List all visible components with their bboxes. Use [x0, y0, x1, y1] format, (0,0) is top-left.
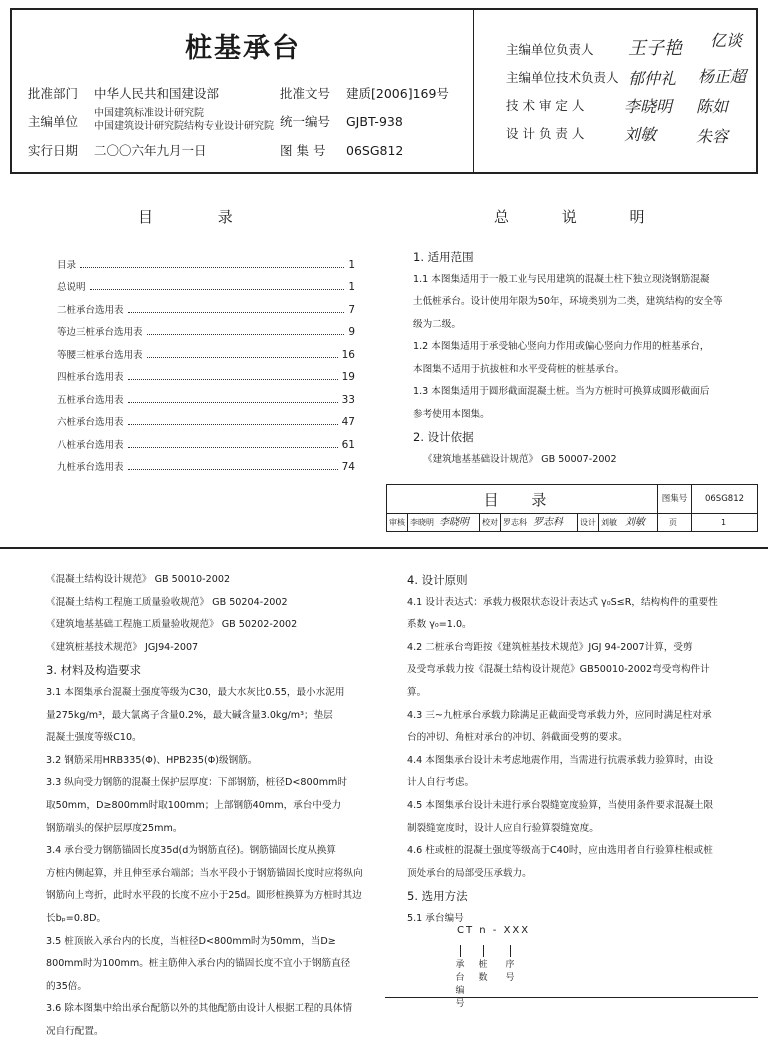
- toc-item[interactable]: 二桩承台选用表 7: [57, 303, 355, 316]
- paragraph-line: 4.3 三~九桩承台承载力除满足正截面受弯承载力外，应同时满足柱对承: [407, 709, 712, 721]
- paragraph-line: 1.2 本图集适用于承受轴心竖向力作用或偏心竖向力作用的桩基承台，: [413, 341, 710, 352]
- atlas-no-value: 06SG812: [346, 143, 404, 158]
- paragraph-line: 3.2 钢筋采用HRB335(Φ)、HPB235(Φ)级钢筋。: [46, 754, 258, 766]
- check-signature: 罗志科: [533, 517, 563, 528]
- toc-item[interactable]: 五桩承台选用表 33: [57, 393, 355, 406]
- paragraph-line: 钢筋端头的保护层厚度25mm。: [46, 822, 183, 834]
- paragraph-line: 方桩内侧起算，并且伸至承台端部；当水平段小于钢筋锚固长度时应将纵向: [46, 867, 363, 879]
- editor-unit-row: [28, 107, 274, 133]
- paragraph-line: 3.5 桩顶嵌入承台内的长度，当桩径D<800mm时为50mm，当D≥: [46, 935, 336, 947]
- paragraph-line: 算。: [407, 686, 427, 698]
- toc-item[interactable]: 等腰三桩承台选用表 16: [57, 348, 355, 361]
- design-name: 刘敏: [601, 518, 617, 527]
- divider-line: [385, 997, 758, 998]
- toc-item[interactable]: 目录 1: [57, 258, 355, 271]
- notes-right-column: [407, 569, 747, 931]
- check-label: 校对: [482, 518, 498, 527]
- section-heading: 4. 设计原则: [407, 573, 468, 587]
- tech-lead-role: 主编单位技术负责人: [506, 70, 619, 85]
- design-signature: 刘敏: [625, 517, 645, 528]
- effective-date-label: 实行日期: [28, 143, 79, 158]
- paragraph-line: 4.6 柱或桩的混凝土强度等级高于C40时，应由选用者自行验算柱根或桩: [407, 845, 713, 857]
- signature-4: 杨正超: [698, 67, 747, 86]
- paragraph-line: 土低桩承台。设计使用年限为50年，环境类别为二类，建筑结构的安全等: [413, 296, 723, 307]
- sheet-title-block: [386, 484, 758, 532]
- approval-dept-value: 中华人民共和国建设部: [94, 86, 220, 101]
- reviewer-role: 技 术 审 定 人: [506, 98, 585, 113]
- paragraph-line: 3.1 本图集承台混凝土强度等级为C30，最大水灰比0.55，最小水泥用: [46, 686, 345, 698]
- toc-item[interactable]: 总说明 1: [57, 281, 355, 293]
- unified-no-label: 统一编号: [280, 114, 331, 129]
- paragraph-line: 参考使用本图集。: [413, 408, 490, 420]
- paragraph-line: 1.1 本图集适用于一般工业与民用建筑的混凝土柱下独立现浇钢筋混凝: [413, 273, 710, 285]
- paragraph-line: 3.4 承台受力钢筋锚固长度35d(d为钢筋直径)。钢筋锚固长度从换算: [46, 845, 337, 857]
- toc-item[interactable]: 等边三桩承台选用表 9: [57, 326, 355, 338]
- review-name: 李晓明: [410, 518, 434, 527]
- paragraph-line: 的35倍。: [46, 980, 87, 992]
- unified-no-row: [280, 112, 403, 130]
- general-notes-title: 总 说 明: [494, 208, 669, 226]
- signature-1: 王子艳: [628, 38, 682, 59]
- title-block-right: [476, 10, 758, 172]
- design-lead-role: 设 计 负 责 人: [506, 126, 585, 141]
- paragraph-line: 《建筑桩基技术规范》 JGJ94-2007: [46, 641, 199, 653]
- paragraph-line: 长bₚ=0.8D。: [46, 912, 107, 924]
- signature-6: 陈如: [696, 97, 729, 116]
- numbering-code: CT n - XXX: [457, 925, 531, 936]
- paragraph-line: 《建筑地基基础工程施工质量验收规范》 GB 50202-2002: [46, 619, 298, 631]
- page-value: 1: [721, 518, 727, 527]
- paragraph-line: 取50mm，D≥800mm时取100mm；上部钢筋40mm，承台中受力: [46, 799, 342, 811]
- check-name: 罗志科: [503, 518, 527, 527]
- sheet-name: 目 录: [483, 491, 561, 509]
- atlas-no-label-cell: 图集号: [657, 485, 691, 514]
- paragraph-line: 《混凝土结构工程施工质量验收规范》 GB 50204-2002: [46, 596, 288, 608]
- toc-item[interactable]: 六桩承台选用表 47: [57, 416, 355, 428]
- signature-7: 刘敏: [624, 125, 657, 144]
- table-of-contents: [57, 248, 355, 473]
- paragraph-line: 4.5 本图集承台设计未进行承台裂缝宽度验算，当使用条件要求混凝土限: [407, 799, 714, 811]
- editor-unit-value: [94, 107, 274, 133]
- toc-item[interactable]: 九桩承台选用表 74: [57, 461, 355, 473]
- section-heading: 5. 选用方法: [407, 889, 468, 904]
- section-heading: 1. 适用范围: [413, 250, 474, 264]
- title-block-left: [12, 10, 474, 172]
- approval-no-row: [280, 84, 449, 102]
- paragraph-line: 5.1 承台编号: [407, 912, 464, 924]
- approval-no-value: 建质[2006]169号: [346, 86, 449, 101]
- editor-unit-label: 主编单位: [28, 114, 79, 129]
- paragraph-line: 及受弯承载力按《混凝土结构设计规范》GB50010-2002弯受弯构件计: [407, 664, 710, 676]
- paragraph-line: 本图集不适用于抗拔桩和水平受荷桩的桩基承台。: [413, 363, 625, 375]
- review-signature: 李晓明: [439, 517, 469, 528]
- paragraph-line: 3.6 除本图集中给出承台配筋以外的其他配筋由设计人根据工程的具体情: [46, 1003, 353, 1015]
- approval-no-label: 批准文号: [280, 86, 331, 101]
- atlas-no-value-cell: 06SG812: [691, 485, 757, 514]
- toc-item[interactable]: 四桩承台选用表 19: [57, 371, 355, 383]
- signature-8: 朱容: [696, 127, 729, 146]
- page-label: 页: [669, 518, 677, 527]
- sign-off-row: [387, 514, 757, 531]
- paragraph-line: 级为二级。: [413, 318, 461, 330]
- atlas-no-row: [280, 141, 403, 159]
- paragraph-line: 4.2 二桩承台弯距按《建筑桩基技术规范》JGJ 94-2007计算，受剪: [407, 641, 693, 653]
- contents-title: 目 录: [138, 208, 263, 226]
- paragraph-line: 《建筑地基基础设计规范》 GB 50007-2002: [423, 453, 617, 465]
- paragraph-line: 4.1 设计表达式：承载力极限状态设计表达式 γ₀S≤R，结构构件的重要性: [407, 596, 718, 608]
- approval-dept-label: 批准部门: [28, 86, 79, 101]
- paragraph-line: 制裂缝宽度时，设计人应自行验算裂缝宽度。: [407, 822, 599, 834]
- editor-unit-line-1: 中国建筑标准设计研究院: [94, 108, 204, 119]
- signature-2: 亿谈: [710, 31, 743, 50]
- notes-left-column: [46, 569, 386, 1043]
- approval-dept-row: [28, 84, 219, 102]
- editor-unit-line-2: 中国建筑设计研究院结构专业设计研究院: [94, 121, 274, 132]
- section-heading: 3. 材料及构造要求: [46, 663, 142, 678]
- effective-date-value: 二〇〇六年九月一日: [94, 143, 207, 158]
- paragraph-line: 1.3 本图集适用于圆形截面混凝土桩。当为方桩时可换算成圆形截面后: [413, 386, 710, 397]
- signature-3: 郁仲礼: [628, 69, 677, 88]
- unified-no-value: GJBT-938: [346, 114, 403, 129]
- paragraph-line: 钢筋向上弯折，此时水平段的长度不应小于25d。圆形桩换算为方桩时其边: [46, 890, 362, 902]
- title-block: [10, 8, 758, 174]
- paragraph-line: 台的冲切、角桩对承台的冲切、斜截面受剪的要求。: [407, 732, 628, 744]
- general-notes-body: [413, 246, 753, 471]
- effective-date-row: [28, 141, 207, 159]
- review-label: 审核: [389, 518, 405, 527]
- chief-editor-role: 主编单位负责人: [506, 42, 594, 57]
- paragraph-line: 况自行配置。: [46, 1025, 104, 1037]
- paragraph-line: 《混凝土结构设计规范》 GB 50010-2002: [46, 574, 231, 585]
- paragraph-line: 顶处承台的局部受压承载力。: [407, 867, 532, 879]
- label-pile-count: 桩数: [478, 960, 488, 983]
- design-label: 设计: [580, 518, 596, 527]
- atlas-title: 桩基承台: [185, 33, 301, 64]
- sheet-page-2: [0, 547, 768, 1037]
- paragraph-line: 800mm时为100mm。桩主筋伸入承台内的锚固长度不宜小于钢筋直径: [46, 958, 351, 970]
- paragraph-line: 4.4 本图集承台设计未考虑地震作用，当需进行抗震承载力验算时，由设: [407, 754, 714, 766]
- label-cap-number: 承台编号: [455, 960, 465, 1009]
- signature-5: 李晓明: [624, 97, 673, 116]
- paragraph-line: 混凝土强度等级C10。: [46, 732, 142, 744]
- atlas-no-label: 图 集 号: [280, 143, 326, 158]
- label-serial: 序号: [505, 960, 515, 983]
- paragraph-line: 3.3 纵向受力钢筋的混凝土保护层厚度：下部钢筋，桩径D<800mm时: [46, 777, 347, 789]
- numbering-diagram: [455, 925, 531, 1009]
- section-heading: 2. 设计依据: [413, 430, 474, 444]
- paragraph-line: 计人自行考虑。: [407, 777, 475, 789]
- paragraph-line: 系数 γ₀=1.0。: [407, 619, 472, 631]
- toc-item[interactable]: 八桩承台选用表 61: [57, 438, 355, 451]
- paragraph-line: 量275kg/m³，最大氯离子含量0.2%，最大碱含量3.0kg/m³；垫层: [46, 709, 333, 721]
